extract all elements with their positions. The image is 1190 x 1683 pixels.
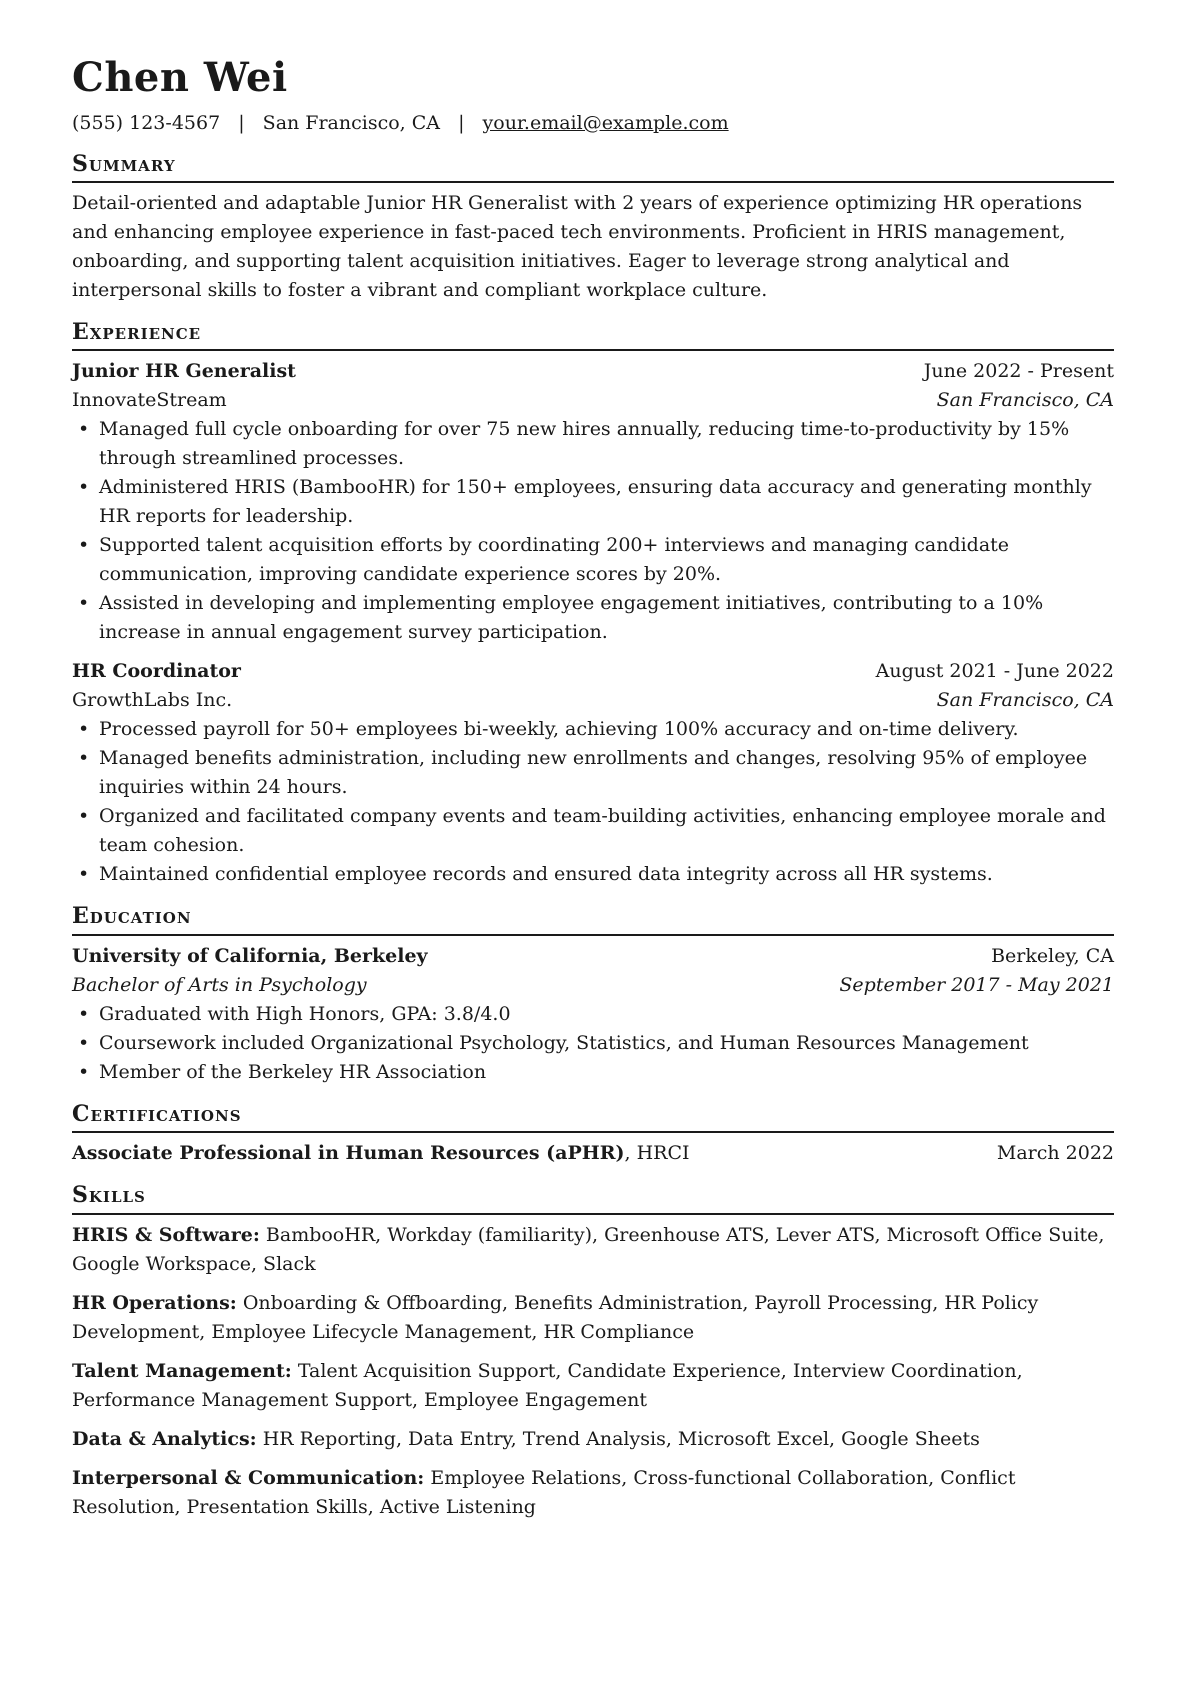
location: San Francisco, CA [262,112,441,134]
candidate-name: Chen Wei [72,54,288,101]
skill-label: Interpersonal & Communication: [72,1466,425,1489]
certification-name: Associate Professional in Human Resources (aPHR) [72,1142,625,1165]
summary-text: Detail-oriented and adaptable Junior HR Generalist with 2 years of experience optimizing HR operations and enhancing employee experience in fast-paced tech environments. Proficient in HRIS management, onboarding, and supporting talent acquisition initiatives. Eager to leverage strong analytical and interpersonal skills to foster a vibrant and compliant workplace culture. [72,191,1083,301]
bullet-item: • Administered HRIS (BambooHR) for 150+ employees, ensuring data accuracy and generating monthly HR reports for leadership. [72,473,1114,531]
separator: | [238,112,245,134]
job-dates: June 2022 - Present [923,360,1114,383]
school-location: Berkeley, CA [991,944,1114,967]
bullet-item: • Managed benefits administration, including new enrollments and changes, resolving 95% of employee inquiries within 24 hours. [72,744,1114,802]
certification-date: March 2022 [996,1142,1114,1165]
job-bullets [72,415,1114,647]
school-name: University of California, Berkeley [72,944,428,967]
skill-group [72,1289,1114,1347]
job-location: San Francisco, CA [936,689,1114,712]
bullet-item: • Graduated with High Honors, GPA: 3.8/4.0 [72,1000,1114,1029]
certification-issuer: , HRCI [624,1142,690,1165]
skill-label: Talent Management: [72,1359,292,1382]
job-bullets [72,715,1114,889]
skill-group [72,1221,1114,1279]
summary-section [72,151,1114,305]
skill-items: Onboarding & Offboarding, Benefits Administration, Payroll Processing, HR Policy Development, Employee Lifecycle Management, HR Compliance [72,1291,1039,1343]
degree-name: Bachelor of Arts in Psychology [72,973,367,996]
skill-label: HRIS & Software: [72,1223,260,1246]
skill-items: HR Reporting, Data Entry, Trend Analysis, Microsoft Excel, Google Sheets [256,1427,980,1450]
job-role: Junior HR Generalist [72,360,296,383]
education-dates: September 2017 - May 2021 [839,973,1114,996]
bullet-item: • Member of the Berkeley HR Association [72,1058,1114,1087]
job-dates: August 2021 - June 2022 [875,660,1114,683]
bullet-item: • Managed full cycle onboarding for over 75 new hires annually, reducing time-to-productivity by 15% through streamlined processes. [72,415,1114,473]
job-location: San Francisco, CA [936,389,1114,412]
resume-header [72,56,1114,137]
separator: | [458,112,465,134]
experience-section [72,319,1114,889]
job-entry [72,357,1114,647]
contact-line [72,110,1114,137]
education-section [72,903,1114,1086]
phone-number: (555) 123-4567 [72,112,221,134]
job-role: HR Coordinator [72,660,241,683]
skill-items: BambooHR, Workday (familiarity), Greenhouse ATS, Lever ATS, Microsoft Office Suite, Google Workspace, Slack [72,1223,1105,1275]
bullet-item: • Assisted in developing and implementing employee engagement initiatives, contributing to a 10% increase in annual engagement survey participation. [72,589,1114,647]
section-title-certifications: Certifications [72,1101,1114,1133]
skills-section [72,1182,1114,1521]
certifications-section [72,1101,1114,1168]
bullet-item: • Coursework included Organizational Psychology, Statistics, and Human Resources Management [72,1029,1114,1058]
section-title-summary: Summary [72,151,1114,183]
job-company: GrowthLabs Inc. [72,689,233,712]
bullet-item: • Supported talent acquisition efforts by coordinating 200+ interviews and managing candidate communication, improving candidate experience scores by 20%. [72,531,1114,589]
email-link[interactable]: your.email@example.com [482,112,729,134]
skill-label: HR Operations: [72,1291,237,1314]
skill-group [72,1425,1114,1454]
skill-group [72,1464,1114,1522]
bullet-item: • Organized and facilitated company events and team-building activities, enhancing employee morale and team cohesion. [72,802,1114,860]
job-company: InnovateStream [72,389,227,412]
education-bullets [72,1000,1114,1087]
bullet-item: • Maintained confidential employee records and ensured data integrity across all HR systems. [72,860,1114,889]
skill-group [72,1357,1114,1415]
section-title-experience: Experience [72,319,1114,351]
skill-items: Talent Acquisition Support, Candidate Experience, Interview Coordination, Performance Management Support, Employee Engagement [72,1359,1023,1411]
skill-label: Data & Analytics: [72,1427,257,1450]
job-entry [72,657,1114,889]
section-title-education: Education [72,903,1114,935]
skill-items: Employee Relations, Cross-functional Collaboration, Conflict Resolution, Presentation Skills, Active Listening [72,1466,1016,1518]
bullet-item: • Processed payroll for 50+ employees bi-weekly, achieving 100% accuracy and on-time delivery. [72,715,1114,744]
certification-entry [72,1139,689,1168]
section-title-skills: Skills [72,1182,1114,1214]
